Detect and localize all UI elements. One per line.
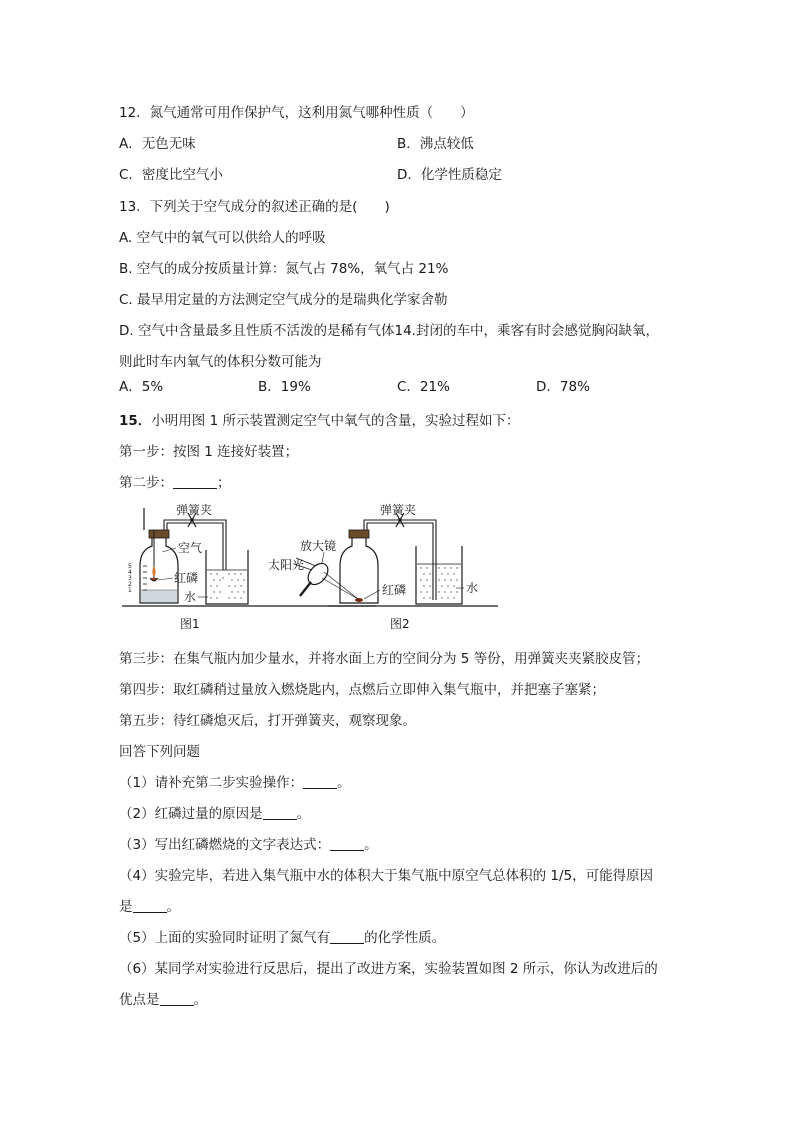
q15-answer-prompt: 回答下列问题: [119, 744, 200, 760]
q15-sub1: [119, 774, 351, 792]
q15-sub5-suffix: 的化学性质。: [364, 930, 446, 946]
q15-step2-suffix: ；: [217, 475, 231, 491]
q13-stem: 13．下列关于空气成分的叙述正确的是( ): [119, 199, 390, 215]
q15-sub3-period: 。: [364, 837, 378, 853]
figure-2: [268, 502, 498, 631]
q15-sub2-text: （2）红磷过量的原因是: [119, 806, 263, 822]
q15-sub3: [119, 836, 378, 854]
q15-sub6-blank[interactable]: [160, 991, 194, 1006]
fig2-caption: 图2: [390, 617, 410, 631]
q15-step1: 第一步：按图 1 连接好装置；: [119, 444, 299, 460]
fig2-phosphorus-label: 红磷: [382, 583, 407, 597]
q15-number: 15．: [119, 413, 152, 429]
q15-sub2-blank[interactable]: [263, 805, 297, 820]
q12-option-c: C．密度比空气小: [119, 167, 223, 183]
q14-option-b: B．19%: [258, 379, 311, 395]
q14-stem-part1: 14.封闭的车中，乘客有时会感觉胸闷缺氧，: [394, 323, 659, 339]
q14-option-d: D．78%: [536, 379, 590, 395]
fig2-clip-label: 弹簧夹: [380, 503, 417, 517]
fig1-caption: 图1: [180, 617, 200, 631]
fig1-scale-5: 5: [128, 563, 132, 570]
q15-sub2: [119, 805, 310, 823]
q15-sub3-blank[interactable]: [330, 836, 364, 851]
q15-sub6-line1: （6）某同学对实验进行反思后，提出了改进方案，实验装置如图 2 所示，你认为改进后的: [119, 961, 658, 977]
q15-intro: [119, 412, 519, 430]
q15-step3: 第三步：在集气瓶内加少量水，并将水面上方的空间分为 5 等份，用弹簧夹夹紧胶皮管；: [119, 651, 650, 667]
q14-option-c: C．21%: [397, 379, 450, 395]
fig1-scale-2: 2: [128, 581, 132, 588]
fig1-phosphorus-label: 红磷: [174, 571, 199, 585]
q13-option-c: C. 最早用定量的方法测定空气成分的是瑞典化学家舍勒: [119, 292, 448, 308]
q15-sub6-text: 优点是: [119, 992, 160, 1008]
q15-step2-blank[interactable]: [173, 474, 217, 489]
q15-sub4-period: 。: [166, 899, 180, 915]
q15-sub6-period: 。: [193, 992, 207, 1008]
q15-sub1-text: （1）请补充第二步实验操作：: [119, 775, 304, 791]
q15-sub5-text: （5）上面的实验同时证明了氮气有: [119, 930, 331, 946]
q15-sub4-line2: [119, 898, 180, 916]
fig1-scale-4: 4: [128, 569, 132, 576]
q13-option-b: B. 空气的成分按质量计算：氮气占 78%，氧气占 21%: [119, 261, 449, 277]
fig2-lens-label: 放大镜: [300, 539, 337, 553]
q12-option-a: A．无色无味: [119, 136, 196, 152]
q14-option-a: A．5%: [119, 379, 164, 395]
q15-sub5: [119, 929, 445, 947]
fig2-sunlight-label: 太阳光: [268, 558, 305, 572]
q15-sub6-line2: [119, 991, 207, 1009]
fig1-scale-1: 1: [128, 587, 132, 594]
q12-option-d: D．化学性质稳定: [397, 167, 502, 183]
fig1-scale-3: 3: [128, 575, 132, 582]
q15-step4: 第四步：取红磷稍过量放入燃烧匙内，点燃后立即伸入集气瓶中，并把塞子塞紧；: [119, 682, 605, 698]
fig1-water-label: 水: [184, 590, 197, 604]
q15-step2: [119, 474, 231, 492]
q15-sub4-text: 是: [119, 899, 133, 915]
q15-sub2-period: 。: [296, 806, 311, 822]
figure-1: [122, 502, 376, 631]
q15-intro-text: 小明用图 1 所示装置测定空气中氧气的含量，实验过程如下：: [151, 413, 520, 429]
q13-option-a: A. 空气中的氧气可以供给人的呼吸: [119, 230, 326, 246]
q12-stem: 12．氮气通常可用作保护气，这利用氮气哪种性质（ ）: [119, 105, 474, 121]
q15-step5: 第五步：待红磷熄灭后，打开弹簧夹，观察现象。: [119, 713, 416, 729]
q15-sub1-period: 。: [337, 775, 351, 791]
fig1-clip-label: 弹簧夹: [176, 503, 213, 517]
fig1-air-label: 空气: [178, 541, 203, 555]
q15-step2-label: 第二步：: [119, 475, 173, 491]
q12-option-b: B．沸点较低: [397, 136, 474, 152]
q14-stem-part2: 则此时车内氧气的体积分数可能为: [119, 354, 322, 370]
q15-sub4-blank[interactable]: [133, 898, 167, 913]
q13-option-d: D. 空气中含量最多且性质不活泼的是稀有气体: [119, 323, 395, 339]
q15-sub1-blank[interactable]: [303, 774, 337, 789]
q15-sub3-text: （3）写出红磷燃烧的文字表达式：: [119, 837, 331, 853]
q13-option-d-with-q14: [119, 322, 659, 340]
q15-sub5-blank[interactable]: [330, 929, 364, 944]
experiment-figures: [118, 500, 498, 642]
q15-sub4-line1: （4）实验完毕，若进入集气瓶中水的体积大于集气瓶中原空气总体积的 1/5，可能得原因: [119, 868, 654, 884]
fig2-water-label: 水: [466, 581, 479, 595]
